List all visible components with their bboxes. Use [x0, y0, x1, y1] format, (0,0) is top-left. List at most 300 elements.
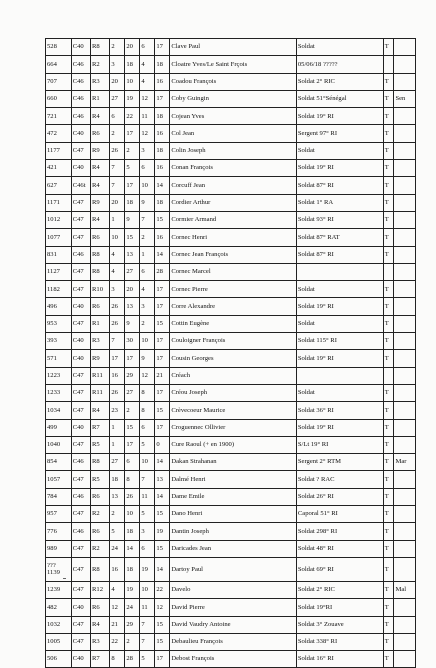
cell-carre: C40: [71, 350, 90, 367]
cell-tombe: 21: [110, 616, 125, 633]
cell-rank-unit: S/Lt 19° RI: [296, 436, 383, 453]
cell-name: Cottin Eugène: [170, 315, 297, 332]
cell-record-number: 482: [46, 599, 72, 616]
cell-month: 1: [140, 246, 155, 263]
cell-day: 8: [125, 471, 140, 488]
cell-rang: R11: [91, 384, 110, 401]
cell-record-number: 1032: [46, 616, 72, 633]
cell-year: 15: [155, 211, 170, 228]
register-row: [46, 633, 416, 650]
cell-year: 0: [155, 436, 170, 453]
cell-record-number: 953: [46, 315, 72, 332]
cell-record-number: 831: [46, 246, 72, 263]
cell-rang: R4: [91, 211, 110, 228]
cell-day: 24: [125, 599, 140, 616]
cell-day: 29: [125, 616, 140, 633]
cell-day: 17: [125, 177, 140, 194]
register-row: [46, 384, 416, 401]
cell-rang: R8: [91, 246, 110, 263]
cell-year: 16: [155, 125, 170, 142]
cell-rang: R5: [91, 471, 110, 488]
cell-note: [394, 651, 416, 668]
cell-record-number: 1057: [46, 471, 72, 488]
register-row: [46, 454, 416, 471]
cell-rank-unit: Soldat 87° RI: [296, 177, 383, 194]
cell-rank-unit: Soldat 19° RI: [296, 160, 383, 177]
cell-rang: R4: [91, 177, 110, 194]
cell-record-number: 707: [46, 73, 72, 90]
cell-note: [394, 160, 416, 177]
cell-year: 16: [155, 73, 170, 90]
cell-status: T: [383, 281, 394, 298]
cell-record-number: 664: [46, 56, 72, 73]
cell-status: T: [383, 402, 394, 419]
cell-name: Cormier Armand: [170, 211, 297, 228]
cell-year: 17: [155, 298, 170, 315]
cell-status: T: [383, 298, 394, 315]
cell-rang: R3: [91, 333, 110, 350]
cell-year: 18: [155, 108, 170, 125]
cell-carre: C40: [71, 651, 90, 668]
cell-status: T: [383, 177, 394, 194]
cell-carre: C46: [71, 454, 90, 471]
cell-record-number: 854: [46, 454, 72, 471]
cell-month: 4: [140, 73, 155, 90]
cell-name: David Vaudry Antoine: [170, 616, 297, 633]
cell-day: 13: [125, 246, 140, 263]
cell-rank-unit: Soldat: [296, 315, 383, 332]
cell-month: 7: [140, 211, 155, 228]
cell-month: 6: [140, 263, 155, 280]
cell-rank-unit: Soldat 26° RI: [296, 488, 383, 505]
cell-status: T: [383, 384, 394, 401]
cell-carre: C40: [71, 160, 90, 177]
cell-year: 14: [155, 557, 170, 581]
cell-rank-unit: Soldat 3° Zouave: [296, 616, 383, 633]
cell-rang: R8: [91, 454, 110, 471]
cell-note: [394, 333, 416, 350]
register-row: [46, 39, 416, 56]
cell-day: 22: [125, 108, 140, 125]
cell-carre: C46: [71, 108, 90, 125]
cell-name: Coby Guingin: [170, 90, 297, 107]
cell-record-number: 528: [46, 39, 72, 56]
cell-tombe: 26: [110, 142, 125, 159]
cell-year: 14: [155, 488, 170, 505]
register-row: [46, 73, 416, 90]
cell-name: Croguennec Ollivier: [170, 419, 297, 436]
cell-record-number: 1177: [46, 142, 72, 159]
cell-rang: R2: [91, 540, 110, 557]
cell-rang: R9: [91, 350, 110, 367]
cell-carre: C46: [71, 488, 90, 505]
cell-month: 7: [140, 616, 155, 633]
register-row: [46, 367, 416, 384]
register-row: [46, 281, 416, 298]
cell-status: T: [383, 651, 394, 668]
cell-tombe: 16: [110, 557, 125, 581]
cell-carre: C47: [71, 557, 90, 581]
cell-day: 17: [125, 125, 140, 142]
cell-carre: C40: [71, 419, 90, 436]
register-row: [46, 616, 416, 633]
cell-rang: R7: [91, 651, 110, 668]
cell-tombe: 23: [110, 402, 125, 419]
cell-note: [394, 56, 416, 73]
cell-year: 15: [155, 616, 170, 633]
cell-note: [394, 616, 416, 633]
cell-name: Couloigner François: [170, 333, 297, 350]
cell-day: 10: [125, 506, 140, 523]
register-row: [46, 125, 416, 142]
cell-rang: R10: [91, 281, 110, 298]
cell-carre: C47: [71, 436, 90, 453]
cell-carre: C40: [71, 599, 90, 616]
cell-rang: R6: [91, 488, 110, 505]
cell-tombe: 24: [110, 540, 125, 557]
cell-record-number: 1171: [46, 194, 72, 211]
cell-tombe: 26: [110, 298, 125, 315]
cell-status: T: [383, 581, 394, 598]
cell-status: T: [383, 39, 394, 56]
cell-day: 18: [125, 523, 140, 540]
cell-note: [394, 142, 416, 159]
cell-status: [383, 56, 394, 73]
cell-year: 16: [155, 229, 170, 246]
register-row: [46, 315, 416, 332]
cell-record-number: 776: [46, 523, 72, 540]
cell-month: 3: [140, 142, 155, 159]
cell-day: 27: [125, 263, 140, 280]
register-row: [46, 229, 416, 246]
cell-name: Corre Alexandre: [170, 298, 297, 315]
cell-month: 5: [140, 436, 155, 453]
cell-tombe: 26: [110, 384, 125, 401]
cell-note: [394, 540, 416, 557]
cell-tombe: 20: [110, 73, 125, 90]
cell-name: Debaulieu François: [170, 633, 297, 650]
cell-tombe: 27: [110, 90, 125, 107]
cell-day: 20: [125, 281, 140, 298]
register-row: [46, 419, 416, 436]
cell-carre: C46: [71, 90, 90, 107]
cell-rank-unit: Soldat ? RAC: [296, 471, 383, 488]
cell-name: Cure Raoul (+ en 1900): [170, 436, 297, 453]
cell-name: Cloatre Yves/Le Saint Frçois: [170, 56, 297, 73]
cell-day: 20: [125, 39, 140, 56]
register-row: [46, 90, 416, 107]
register-rows: [46, 39, 416, 668]
cell-record-number: 721: [46, 108, 72, 125]
cell-day: 15: [125, 419, 140, 436]
cell-name: Coadou François: [170, 73, 297, 90]
cell-rank-unit: Soldat: [296, 142, 383, 159]
cell-month: 5: [140, 506, 155, 523]
cell-name: Debost François: [170, 651, 297, 668]
cell-status: T: [383, 246, 394, 263]
cell-note: [394, 557, 416, 581]
scan-mark: [63, 578, 66, 579]
cell-rang: R11: [91, 367, 110, 384]
cell-rank-unit: Soldat 2° RIC: [296, 73, 383, 90]
cell-rang: R2: [91, 506, 110, 523]
cell-carre: C47: [71, 194, 90, 211]
cell-tombe: 2: [110, 125, 125, 142]
cell-rank-unit: Sergent 97° RI: [296, 125, 383, 142]
cell-status: T: [383, 488, 394, 505]
cell-rank-unit: Soldat 19°RI: [296, 599, 383, 616]
cell-carre: C47: [71, 540, 90, 557]
cell-carre: C47: [71, 506, 90, 523]
cell-month: 8: [140, 384, 155, 401]
cell-month: 11: [140, 108, 155, 125]
cell-note: [394, 73, 416, 90]
cell-day: 30: [125, 333, 140, 350]
cell-note: Mar: [394, 454, 416, 471]
cell-rank-unit: Soldat 1° RA: [296, 194, 383, 211]
cell-rank-unit: Soldat 115° RI: [296, 333, 383, 350]
cell-status: T: [383, 523, 394, 540]
cell-tombe: 1: [110, 211, 125, 228]
cell-tombe: 3: [110, 281, 125, 298]
cell-carre: C40: [71, 39, 90, 56]
cell-note: [394, 471, 416, 488]
cell-carre: C40: [71, 125, 90, 142]
cell-day: 9: [125, 211, 140, 228]
cell-note: Sen: [394, 90, 416, 107]
cell-year: 14: [155, 177, 170, 194]
cell-status: T: [383, 616, 394, 633]
cell-tombe: 17: [110, 350, 125, 367]
cell-status: T: [383, 108, 394, 125]
cell-rank-unit: Soldat 338° RI: [296, 633, 383, 650]
cell-name: Cornec Marcel: [170, 263, 297, 280]
cell-day: 10: [125, 73, 140, 90]
cell-record-number: 496: [46, 298, 72, 315]
cell-name: Cornec Pierre: [170, 281, 297, 298]
cell-rank-unit: Soldat 19° RI: [296, 419, 383, 436]
cell-record-number: 393: [46, 333, 72, 350]
cell-month: 3: [140, 523, 155, 540]
cell-rang: R3: [91, 633, 110, 650]
cell-rank-unit: Soldat: [296, 384, 383, 401]
cell-record-number: 784: [46, 488, 72, 505]
cell-month: 7: [140, 471, 155, 488]
cell-record-number: 627: [46, 177, 72, 194]
cell-note: [394, 281, 416, 298]
cell-rang: R8: [91, 557, 110, 581]
cell-day: 19: [125, 90, 140, 107]
register-row: [46, 177, 416, 194]
cell-year: 17: [155, 350, 170, 367]
cell-rang: R3: [91, 73, 110, 90]
cell-note: [394, 367, 416, 384]
cell-month: 3: [140, 298, 155, 315]
cell-note: [394, 125, 416, 142]
register-row: [46, 557, 416, 581]
cell-year: 18: [155, 56, 170, 73]
cell-day: 9: [125, 315, 140, 332]
cell-tombe: 1: [110, 436, 125, 453]
cell-name: Cojean Yves: [170, 108, 297, 125]
cell-month: 19: [140, 557, 155, 581]
cell-year: 15: [155, 315, 170, 332]
cell-rank-unit: [296, 367, 383, 384]
cell-tombe: 3: [110, 56, 125, 73]
register-row: [46, 581, 416, 598]
cell-tombe: 4: [110, 263, 125, 280]
register-row: [46, 506, 416, 523]
cell-year: 14: [155, 246, 170, 263]
cell-note: [394, 263, 416, 280]
cell-day: 18: [125, 194, 140, 211]
cell-record-number: 1005: [46, 633, 72, 650]
register-row: [46, 142, 416, 159]
register-row: [46, 108, 416, 125]
cell-month: 10: [140, 177, 155, 194]
cell-status: T: [383, 540, 394, 557]
cell-note: [394, 523, 416, 540]
cell-day: 2: [125, 402, 140, 419]
cell-status: [383, 367, 394, 384]
register-row: [46, 471, 416, 488]
cell-year: 17: [155, 419, 170, 436]
cell-carre: C47: [71, 263, 90, 280]
cell-rang: R6: [91, 298, 110, 315]
cell-year: 12: [155, 599, 170, 616]
cell-rang: R12: [91, 581, 110, 598]
cell-status: T: [383, 471, 394, 488]
cell-tombe: 26: [110, 315, 125, 332]
register-row: [46, 160, 416, 177]
cell-day: 6: [125, 454, 140, 471]
cell-name: Conan François: [170, 160, 297, 177]
cell-month: 10: [140, 333, 155, 350]
register-row: [46, 263, 416, 280]
cell-status: T: [383, 350, 394, 367]
cell-carre: C47: [71, 142, 90, 159]
cell-month: 12: [140, 125, 155, 142]
cell-tombe: 7: [110, 160, 125, 177]
register-row: [46, 540, 416, 557]
cell-rank-unit: Soldat 87° RAT: [296, 229, 383, 246]
cell-month: 11: [140, 488, 155, 505]
cell-carre: C46: [71, 246, 90, 263]
cell-rank-unit: Soldat: [296, 281, 383, 298]
cell-year: 15: [155, 506, 170, 523]
cell-status: T: [383, 160, 394, 177]
cell-rank-unit: Soldat 19° RI: [296, 298, 383, 315]
cell-year: 22: [155, 581, 170, 598]
cell-status: T: [383, 436, 394, 453]
cell-year: 17: [155, 333, 170, 350]
cell-carre: C47: [71, 402, 90, 419]
cell-year: 17: [155, 90, 170, 107]
cell-name: David Pierre: [170, 599, 297, 616]
cell-carre: C47: [71, 229, 90, 246]
cell-rang: R9: [91, 142, 110, 159]
cell-record-number: ??? 1139: [46, 557, 72, 581]
cell-day: 2: [125, 633, 140, 650]
cell-month: 11: [140, 599, 155, 616]
cell-name: Dakan Strahanan: [170, 454, 297, 471]
cell-record-number: 1034: [46, 402, 72, 419]
cell-carre: C47: [71, 616, 90, 633]
cell-day: 15: [125, 229, 140, 246]
cell-year: 17: [155, 39, 170, 56]
cell-name: Cousin Georges: [170, 350, 297, 367]
cell-record-number: 472: [46, 125, 72, 142]
cell-tombe: 10: [110, 229, 125, 246]
cell-rank-unit: Soldat 19° RI: [296, 350, 383, 367]
cell-month: 5: [140, 651, 155, 668]
cell-rang: R8: [91, 39, 110, 56]
cell-status: T: [383, 506, 394, 523]
register-row: [46, 333, 416, 350]
cell-record-number: 957: [46, 506, 72, 523]
cell-status: T: [383, 211, 394, 228]
cell-carre: C47: [71, 581, 90, 598]
cell-status: T: [383, 599, 394, 616]
cell-rank-unit: 05/06/18 ?????: [296, 56, 383, 73]
cell-name: Dartoy Paul: [170, 557, 297, 581]
cell-note: [394, 194, 416, 211]
cell-tombe: 4: [110, 581, 125, 598]
cell-note: [394, 488, 416, 505]
cell-rang: R6: [91, 599, 110, 616]
cell-name: Dantin Joseph: [170, 523, 297, 540]
cell-carre: C46: [71, 56, 90, 73]
cell-rank-unit: Sergent 2° RTM: [296, 454, 383, 471]
cell-tombe: 1: [110, 419, 125, 436]
cell-month: 4: [140, 56, 155, 73]
cell-carre: C47: [71, 633, 90, 650]
cell-carre: C47: [71, 384, 90, 401]
cell-rank-unit: Soldat 93° RI: [296, 211, 383, 228]
cell-name: Colin Joseph: [170, 142, 297, 159]
cell-rang: R9: [91, 194, 110, 211]
cell-rank-unit: Soldat 16° RI: [296, 651, 383, 668]
cell-name: Davelo: [170, 581, 297, 598]
cell-year: 19: [155, 523, 170, 540]
cell-rang: R1: [91, 315, 110, 332]
cell-tombe: 2: [110, 39, 125, 56]
cell-day: 5: [125, 160, 140, 177]
cell-name: Créou Joseph: [170, 384, 297, 401]
cell-tombe: 18: [110, 471, 125, 488]
cell-day: 17: [125, 436, 140, 453]
cell-month: 9: [140, 350, 155, 367]
cell-day: 28: [125, 651, 140, 668]
cell-year: 28: [155, 263, 170, 280]
cell-record-number: 1233: [46, 384, 72, 401]
cell-record-number: 499: [46, 419, 72, 436]
cell-rang: R6: [91, 125, 110, 142]
cell-name: Daricades Jean: [170, 540, 297, 557]
cell-tombe: 8: [110, 651, 125, 668]
cell-record-number: 1012: [46, 211, 72, 228]
soldier-register-table: [45, 38, 416, 668]
register-row: [46, 298, 416, 315]
cell-rank-unit: Soldat 298° RI: [296, 523, 383, 540]
cell-name: Cornec Jean François: [170, 246, 297, 263]
cell-rank-unit: Soldat 87° RI: [296, 246, 383, 263]
cell-month: 8: [140, 402, 155, 419]
cell-note: [394, 246, 416, 263]
cell-carre: C47: [71, 367, 90, 384]
cell-record-number: 1127: [46, 263, 72, 280]
cell-tombe: 7: [110, 177, 125, 194]
